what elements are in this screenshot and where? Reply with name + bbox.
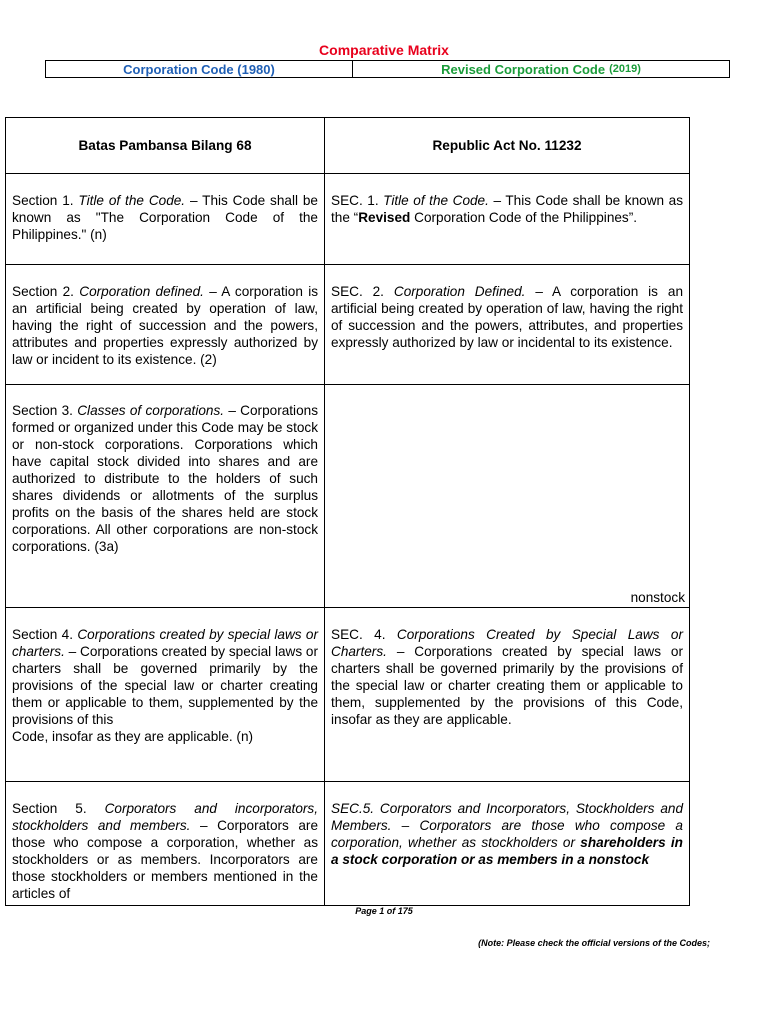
section-title: Corporations Created by Special Laws or Charters. [331, 627, 683, 659]
section-title: Title of the Code. [383, 193, 489, 208]
code-header-box [45, 60, 730, 78]
section-body: – This Code shall be known as the “ [331, 193, 683, 225]
new-section-2 [325, 265, 690, 385]
new-section-5 [325, 782, 690, 906]
new-code-header-label: Revised Corporation Code [441, 61, 606, 77]
section-title: Corporators and incorporators, stockholders and members. [12, 801, 318, 833]
section-prefix: Section 4. [12, 627, 78, 642]
section-prefix: SEC. 1. [331, 193, 384, 208]
section-bold-text: corporation or as members in a nonstock [381, 852, 650, 867]
old-section-4 [6, 608, 325, 782]
section-body: – A corporation is an artificial being created by operation of law, having the right of succession and the powers, attributes and properties expressly authorized by law or incident to its existence. (2) [12, 284, 319, 367]
section-prefix: SEC. 2. [331, 284, 394, 299]
section-body: – Corporations created by special laws or charters shall be governed primarily by the provisions of the special law or charter creating them or applicable to them, supplemented by the provisions of this Code, insofar as they are applicable. [331, 644, 683, 727]
section-bold-text: shareholders in a stock [331, 835, 683, 867]
document-title: Comparative Matrix [319, 42, 449, 58]
new-section-1 [325, 174, 690, 265]
left-column-header: Batas Pambansa Bilang 68 [6, 118, 325, 174]
table-header-row [6, 118, 690, 174]
section-prefix: Section 5. [12, 801, 105, 816]
section-title: Corporations created by special laws or charters. [12, 627, 318, 659]
section-body: – Corporations formed or organized under this Code may be stock or non-stock corporations. Corporations which have capital stock divided into shares and are authorized to distribute to the holders of such shares dividends or allotments of the surplus profits on the basis of the shares held are stock corporations. All other corporations are non-stock corporations. (3a) [12, 403, 318, 554]
section-body: – This Code shall be known as "The Corporation Code of the Philippines." (n) [12, 193, 318, 242]
table-row [6, 174, 690, 265]
section-prefix: Section 2. [12, 284, 80, 299]
section-body-tail: Code, insofar as they are applicable. (n) [12, 729, 254, 744]
section-title: Classes of corporations. [77, 403, 225, 418]
section-title: SEC.5. Corporators and Incorporators, Stockholders and Members. – Corporators are those who compose a corporation, whether as stockholders or [331, 801, 683, 850]
section-bold-text: Revised [358, 210, 411, 225]
footer-note: (Note: Please check the official versions of the Codes; [478, 938, 710, 948]
old-section-3 [6, 385, 325, 608]
new-code-header-year: (2019) [609, 63, 641, 75]
section-title: Corporation Defined. [393, 284, 526, 299]
section-prefix: SEC. 4. [331, 627, 397, 642]
section-title: Title of the Code. [78, 193, 186, 208]
old-section-2 [6, 265, 325, 385]
comparison-table [5, 117, 690, 906]
section-body: – Corporators are those who compose a corporation, whether as stockholders or as members. Incorporators are those stockholders or members mentioned in the articles of [12, 818, 319, 901]
new-section-4 [325, 608, 690, 782]
table-row [6, 782, 690, 906]
section-body: – Corporations created by special laws or charters shall be governed primarily by the provisions of the special law or charter creating them or applicable to them, supplemented by the provisions of this [12, 644, 319, 727]
old-section-1 [6, 174, 325, 265]
page-number: Page 1 of 175 [355, 906, 413, 916]
old-code-header: Corporation Code (1980) [46, 61, 353, 77]
section-prefix: Section 1. [12, 193, 79, 208]
section-title: Corporation defined. [79, 284, 204, 299]
old-section-5 [6, 782, 325, 906]
new-code-header [353, 61, 729, 77]
nonstock-note: nonstock [630, 590, 685, 605]
section-body: – A corporation is an artificial being created by operation of law, having the right of succession and the powers, attributes, and properties expressly authorized by law or incidental to its existence. [331, 284, 683, 350]
table-row [6, 608, 690, 782]
right-column-header: Republic Act No. 11232 [325, 118, 690, 174]
table-row [6, 385, 690, 608]
section-body: Corporation Code of the Philippines”. [410, 210, 638, 225]
new-section-3 [325, 385, 690, 608]
section-prefix: Section 3. [12, 403, 78, 418]
table-row [6, 265, 690, 385]
